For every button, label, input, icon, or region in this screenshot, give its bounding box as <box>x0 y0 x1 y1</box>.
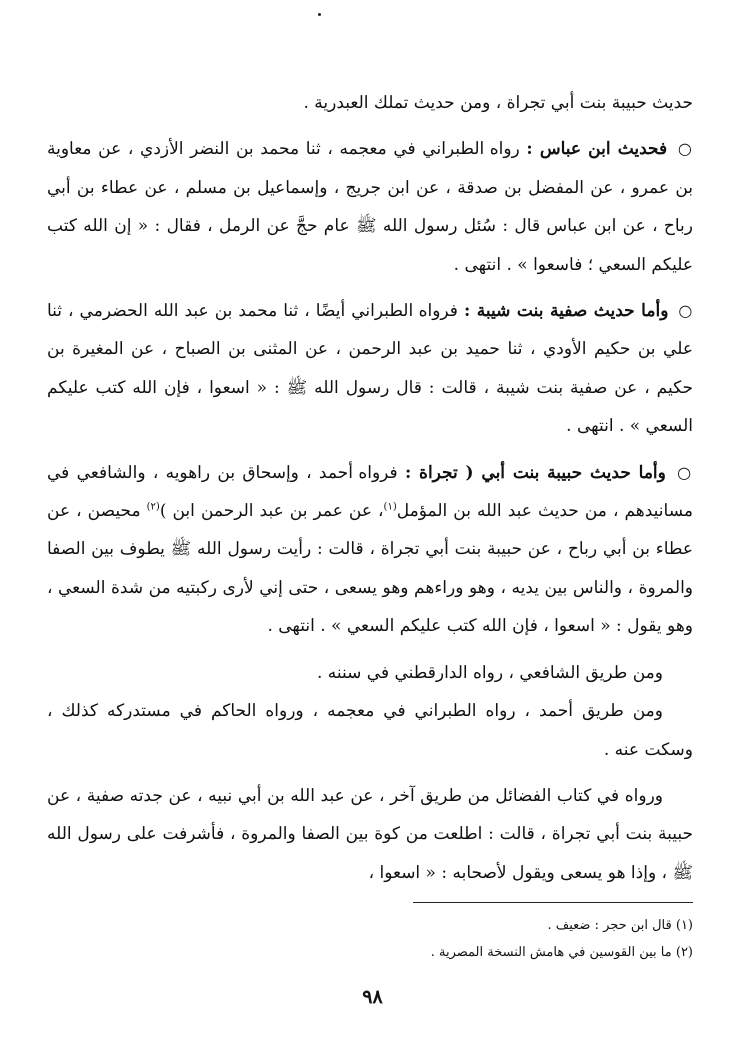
page-number: ٩٨ <box>362 986 383 1008</box>
paragraph-habiba: ○ وأما حديث حبيبة بنت أبي ( تجراة : فرواه أحمد ، وإسحاق بن راهويه ، والشافعي في مسانيدهم ، من حديث عبد الله بن المؤمل$^{(١)}$، عن عمر بن عبد الرحمن ابن )$^{(٢)}$ محيصن ، عن عطاء بن أبي رباح ، عن حبيبة بنت أبي تجراة ، قالت : رأيت رسول الله ﷺ يطوف بين الصفا والمروة ، والناس بين يديه ، وهو وراءهم وهو يسعى ، حتى إني لأرى ركبتيه من شدة السعي ، وهو يقول : « اسعوا ، فإن الله كتب عليكم السعي » . انتهى . <box>47 462 694 637</box>
paragraph-fadail: ورواه في كتاب الفضائل من طريق آخر ، عن عبد الله بن أبي نبيه ، عن جدته صفية ، عن حبيبة بنت أبي تجراة ، قالت : اطلعت من كوة بين الصفا والمروة ، فأشرفت على رسول الله ﷺ ، وإذا هو يسعى ويقول لأصحابه : « اسعوا ، <box>47 785 693 883</box>
paragraph-safiyya: ○ وأما حديث صفية بنت شيبة : فرواه الطبراني أيضًا ، ثنا محمد بن عبد الله الحضرمي ، ثنا علي بن حكيم الأودي ، ثنا حميد بن عبد الرحمن ، عن المثنى بن الصباح ، عن المغيرة بن حكيم ، عن صفية بنت شيبة ، قالت : قال رسول الله ﷺ : « اسعوا ، فإن الله كتب عليكم السعي » . انتهى . <box>47 301 693 437</box>
section-heading: وأما حديث حبيبة بنت أبي ( تجراة : <box>404 462 666 483</box>
section-heading: فحديث ابن عباس : <box>526 139 668 160</box>
paragraph-ibn-abbas: ○ فحديث ابن عباس : رواه الطبراني في معجمه ، ثنا محمد بن النضر الأزدي ، عن معاوية بن عمرو ، عن المفضل بن صدقة ، عن ابن جريج ، وإسماعيل بن مسلم ، عن عطاء بن أبي رباح ، عن ابن عباس قال : سُئل رسول الله ﷺ عام حجَّ عن الرمل ، فقال : « إن الله كتب عليكم السعي ؛ فاسعوا » . انتهى . <box>47 139 694 275</box>
paragraph-ahmad-route: ومن طريق أحمد ، رواه الطبراني في معجمه ، ورواه الحاكم في مستدركه كذلك ، وسكت عنه . <box>47 701 693 760</box>
paragraph-shafii-route: ومن طريق الشافعي ، رواه الدارقطني في سننه . <box>316 662 663 683</box>
circle-marker: ○ <box>677 462 694 482</box>
circle-marker: ○ <box>678 301 693 321</box>
paragraph-intro: حديث حبيبة بنت أبي تجراة ، ومن حديث تملك العبدرية . <box>303 93 693 113</box>
footnotes <box>47 912 693 966</box>
footnote-ref-1: (١) <box>383 501 397 513</box>
footnote-ref-2: (٢) <box>146 501 160 513</box>
scan-speck <box>318 13 321 16</box>
footnote-1: (١) قال ابن حجر : ضعيف . <box>547 918 693 933</box>
circle-marker: ○ <box>677 139 694 159</box>
section-heading: وأما حديث صفية بنت شيبة : <box>463 301 669 322</box>
footnote-divider <box>413 902 693 903</box>
footnote-2: (٢) ما بين القوسين في هامش النسخة المصرية . <box>430 945 693 960</box>
main-text <box>47 84 693 892</box>
